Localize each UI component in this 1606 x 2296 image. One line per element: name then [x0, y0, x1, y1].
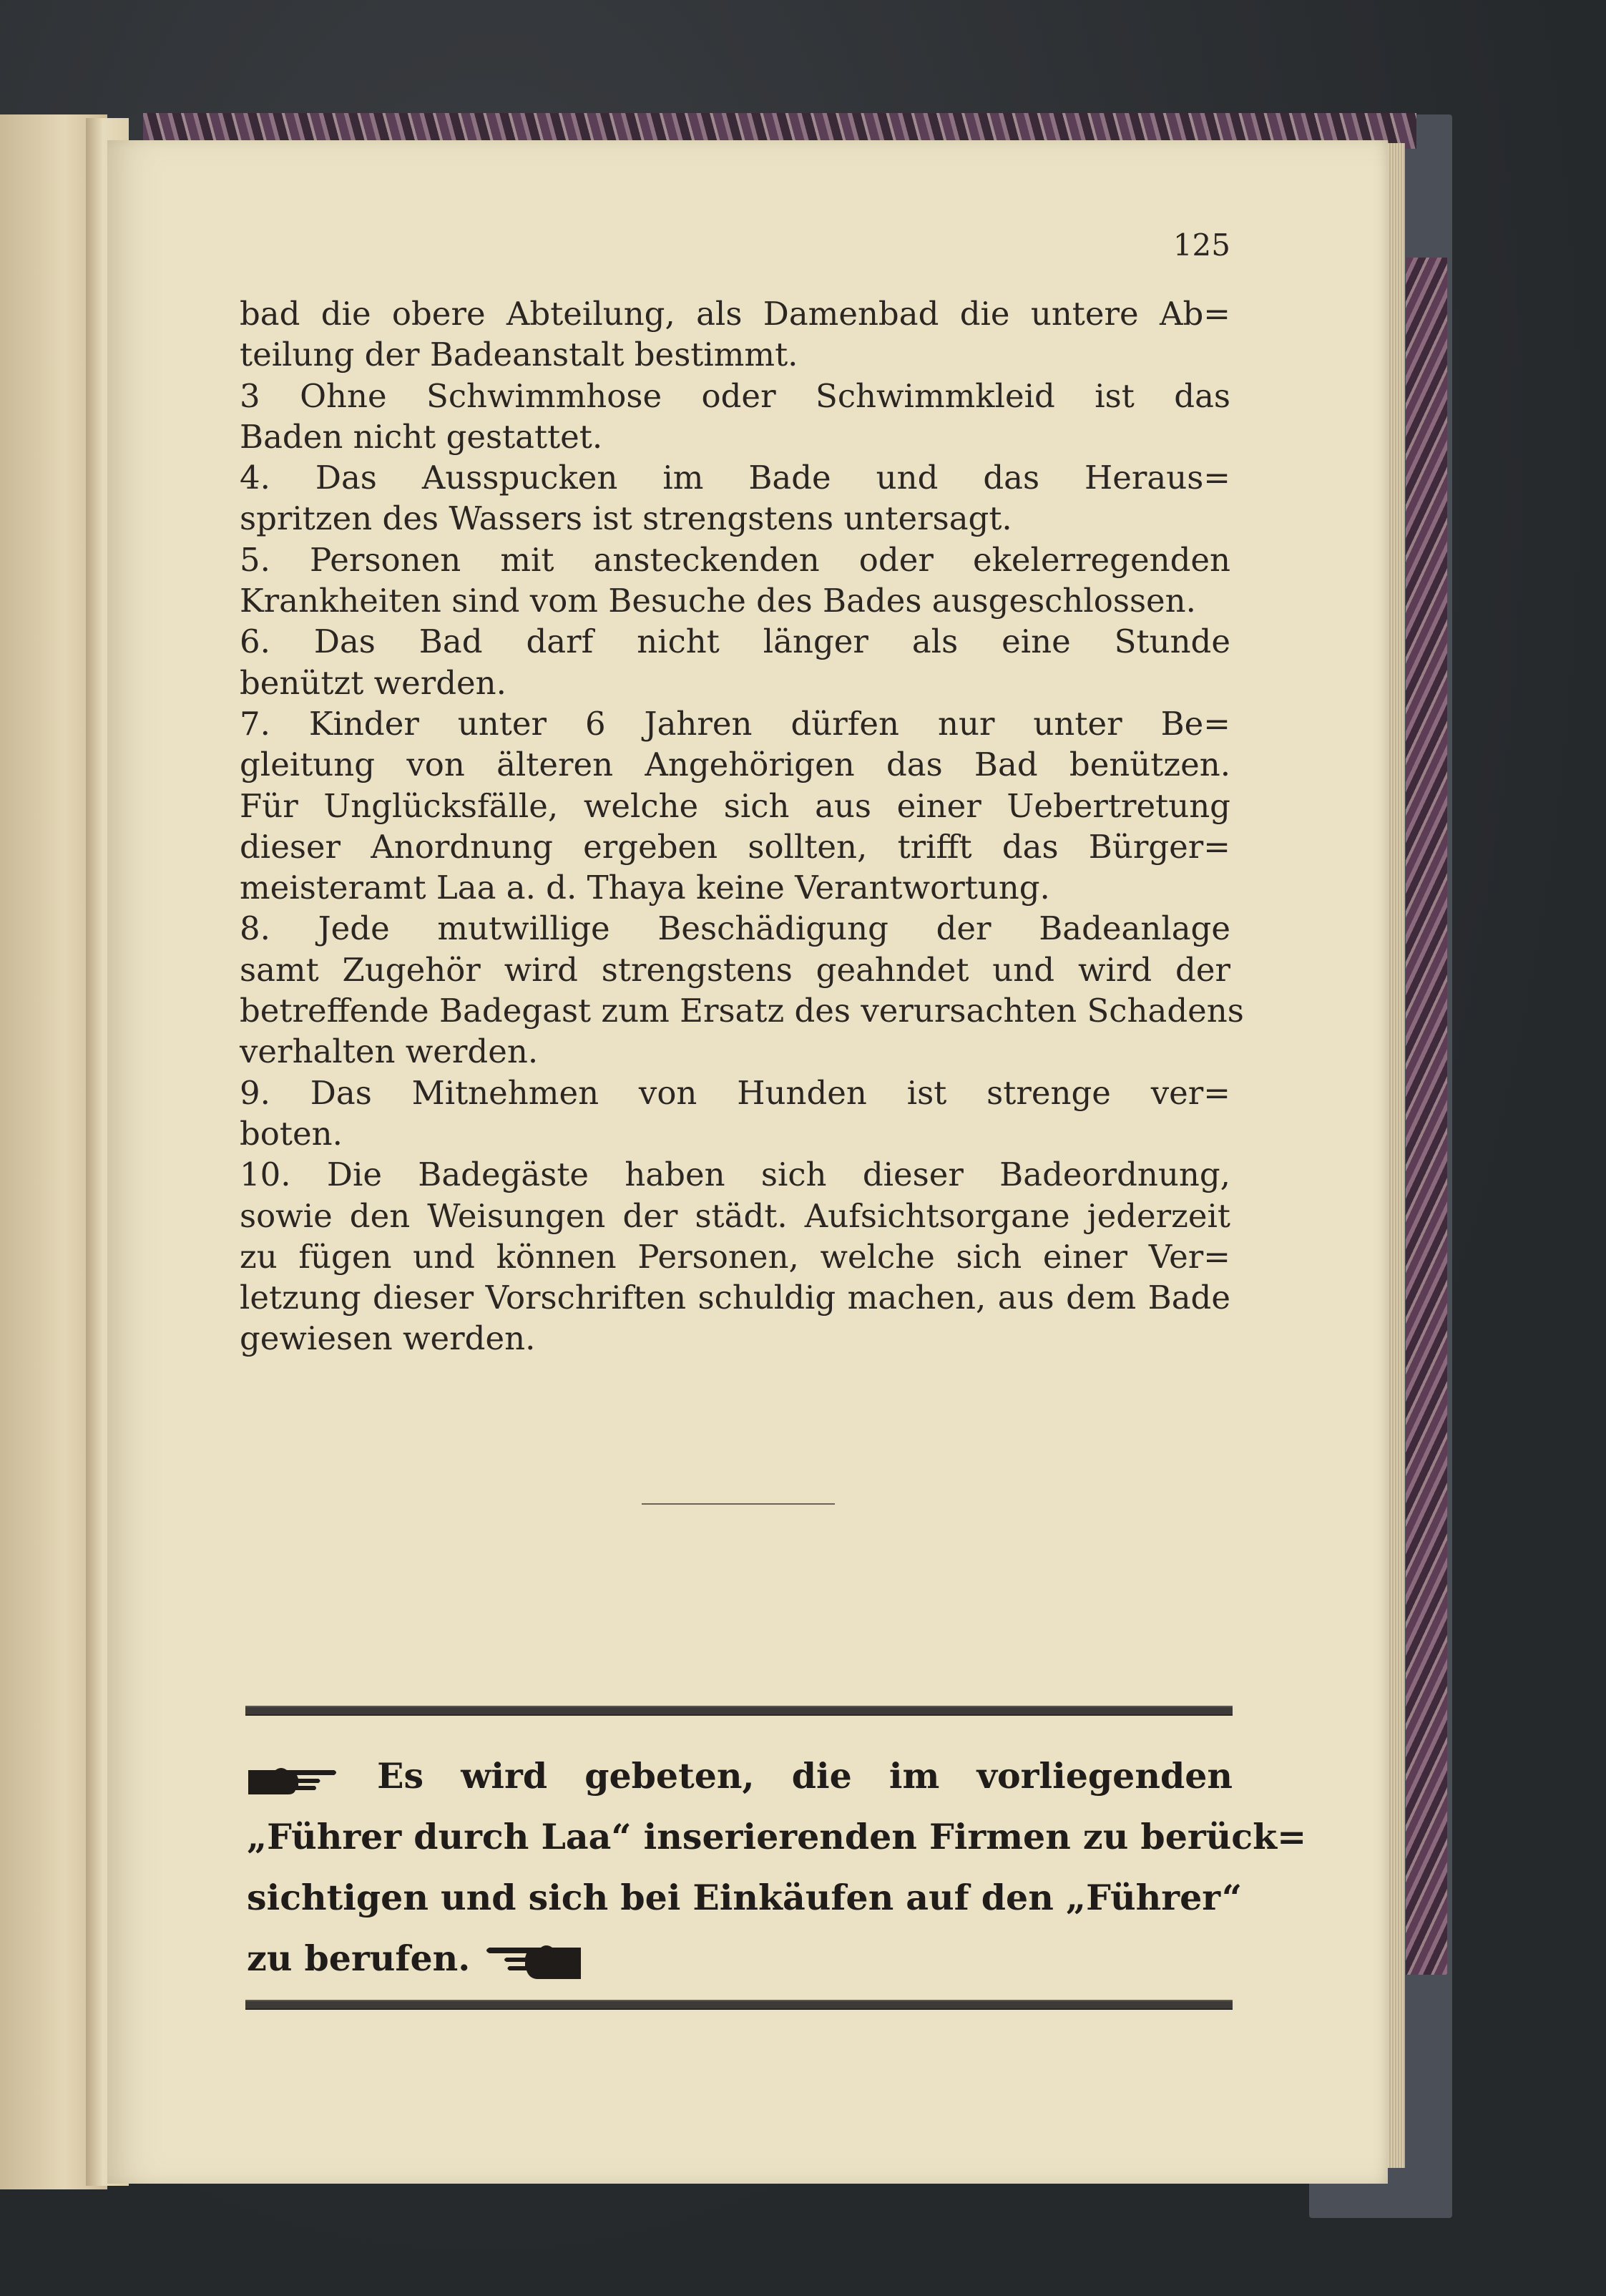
- notice-top-rule: [245, 1706, 1233, 1716]
- notice-text-4: zu berufen.: [247, 1938, 471, 1979]
- page-number: 125: [1172, 228, 1230, 263]
- text-line: betreffende Badegast zum Ersatz des verursachten Schadens: [240, 992, 1244, 1030]
- text-line: bad die obere Abteilung, als Damenbad die untere Ab=: [240, 295, 1230, 333]
- text-line: gewiesen werden.: [240, 1319, 536, 1358]
- pointing-hand-right-icon: [247, 1763, 340, 1796]
- text-line: 3 Ohne Schwimmhose oder Schwimmkleid ist das: [240, 376, 1230, 415]
- text-line: 4. Das Ausspucken im Bade und das Heraus=: [240, 459, 1230, 497]
- text-line: 9. Das Mitnehmen von Hunden ist strenge ver=: [240, 1073, 1230, 1112]
- text-line: letzung dieser Vorschriften schuldig machen, aus dem Bade: [240, 1279, 1230, 1317]
- text-line: 7. Kinder unter 6 Jahren dürfen nur unter Be=: [240, 704, 1230, 743]
- section-divider: [642, 1503, 835, 1505]
- text-line: 5. Personen mit ansteckenden oder ekelerregenden: [240, 540, 1230, 579]
- notice-bottom-rule: [245, 2000, 1233, 2010]
- notice-text-1: Es wird gebeten, die im vorliegenden: [377, 1755, 1233, 1797]
- text-line: benützt werden.: [240, 663, 506, 702]
- text-line: 6. Das Bad darf nicht länger als eine Stunde: [240, 622, 1230, 661]
- text-line: 10. Die Badegäste haben sich dieser Badeordnung,: [240, 1156, 1230, 1194]
- text-line: Baden nicht gestattet.: [240, 417, 603, 456]
- pointing-hand-left-icon: [482, 1942, 582, 1982]
- text-line: spritzen des Wassers ist strengstens untersagt.: [240, 499, 1012, 538]
- text-line: teilung der Badeanstalt bestimmt.: [240, 336, 798, 374]
- notice-line-4: [247, 1928, 1233, 1989]
- text-line: dieser Anordnung ergeben sollten, trifft das Bürger=: [240, 827, 1230, 866]
- notice-line-1: [247, 1746, 1233, 1807]
- notice-line-3: sichtigen und sich bei Einkäufen auf den „Führer“: [247, 1877, 1243, 1918]
- text-line: zu fügen und können Personen, welche sich einer Ver=: [240, 1237, 1230, 1276]
- text-line: meisteramt Laa a. d. Thaya keine Verantwortung.: [240, 869, 1050, 907]
- text-line: 8. Jede mutwillige Beschädigung der Badeanlage: [240, 909, 1230, 948]
- text-line: Krankheiten sind vom Besuche des Bades ausgeschlossen.: [240, 582, 1196, 620]
- bath-regulations-text: [240, 293, 1244, 1359]
- page-edges: [1385, 143, 1405, 2168]
- advertisement-notice: [247, 1746, 1307, 1989]
- marbled-cover-edge: [1406, 258, 1447, 1975]
- text-line: sowie den Weisungen der städt. Aufsichtsorgane jederzeit: [240, 1196, 1230, 1235]
- notice-line-2: „Führer durch Laa“ inserierenden Firmen zu berück=: [247, 1816, 1307, 1857]
- text-line: Für Unglücksfälle, welche sich aus einer Uebertretung: [240, 786, 1230, 825]
- text-line: boten.: [240, 1114, 343, 1153]
- text-line: samt Zugehör wird strengstens geahndet und wird der: [240, 950, 1230, 989]
- text-line: verhalten werden.: [240, 1032, 539, 1071]
- text-line: gleitung von älteren Angehörigen das Bad benützen.: [240, 746, 1230, 784]
